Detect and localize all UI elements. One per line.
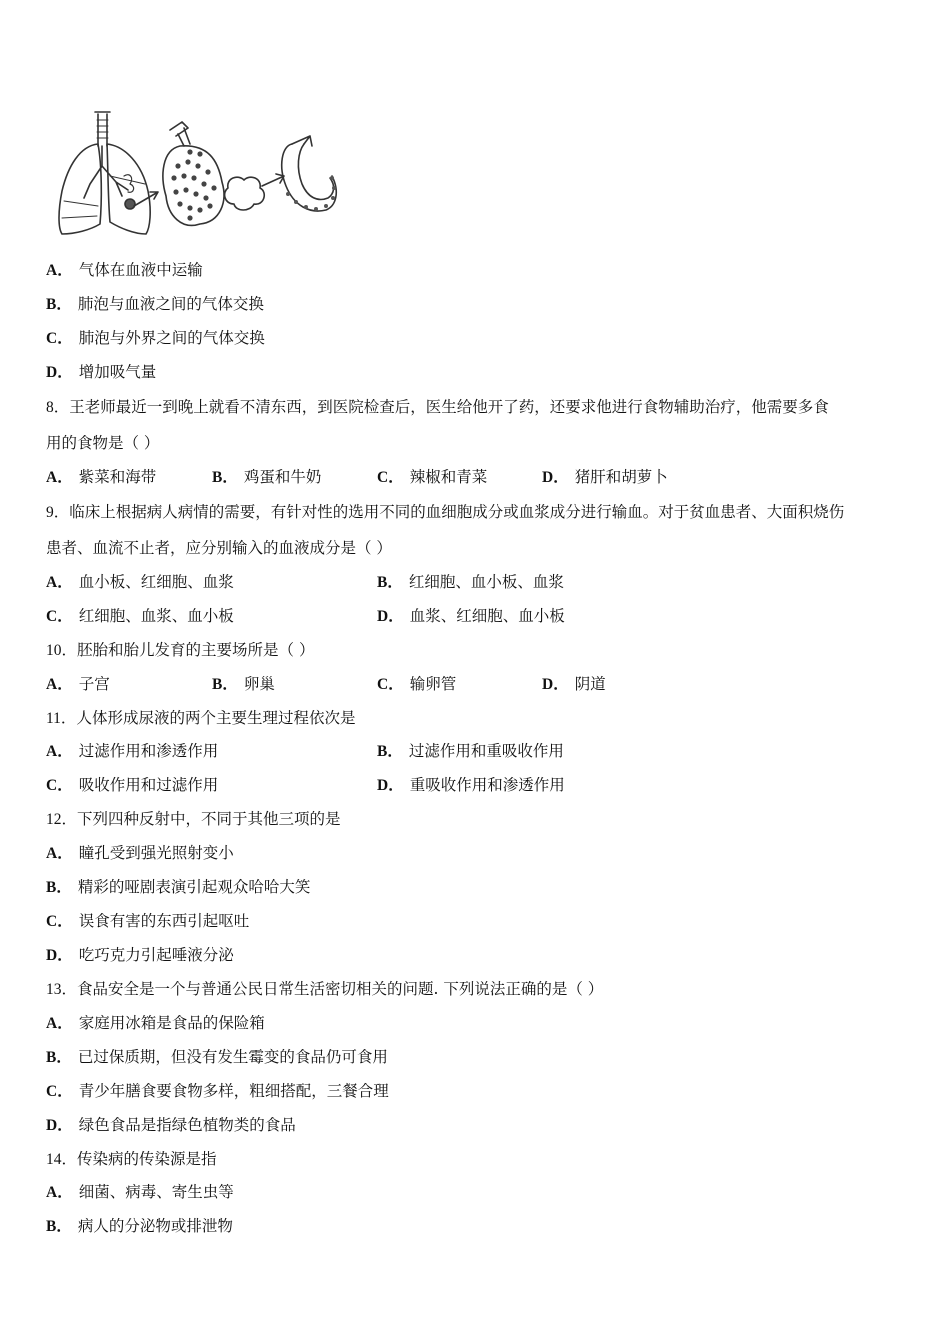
q8-stem-line2: 用的食物是（ ） (46, 434, 160, 452)
option-text: 血浆、红细胞、血小板 (409, 607, 565, 625)
option-text: 精彩的哑剧表演引起观众哈哈大笑 (77, 878, 311, 896)
question-number: 10． (46, 642, 78, 659)
q12-stem (46, 809, 341, 830)
q7-option-c (46, 328, 265, 349)
q10-option-d (542, 674, 606, 695)
option-label: C． (377, 676, 404, 693)
option-text: 误食有害的东西引起呕吐 (78, 912, 250, 930)
option-label: B． (46, 879, 72, 896)
option-text: 气体在血液中运输 (78, 261, 203, 279)
q12-option-a (46, 843, 234, 864)
option-text: 辣椒和青菜 (409, 468, 488, 486)
option-label: D． (542, 676, 569, 693)
q7-option-b (46, 294, 264, 315)
respiratory-figure (50, 106, 342, 242)
option-label: B． (46, 1218, 72, 1235)
q8-option-b (212, 467, 321, 488)
option-text: 过滤作用和重吸收作用 (408, 742, 564, 760)
option-text: 吸收作用和过滤作用 (78, 776, 219, 794)
q9-stem-line2: 患者、血流不止者，应分别输入的血液成分是（ ） (46, 539, 392, 557)
q12-option-b (46, 877, 310, 898)
question-number: 8． (46, 399, 70, 416)
option-label: D． (377, 608, 404, 625)
option-text: 病人的分泌物或排泄物 (77, 1217, 233, 1235)
option-label: A． (46, 743, 73, 760)
option-text: 鸡蛋和牛奶 (243, 468, 322, 486)
question-number: 11． (46, 710, 77, 727)
option-label: B． (46, 296, 72, 313)
option-label: C． (377, 469, 404, 486)
q9-option-b (377, 572, 564, 593)
option-label: A． (46, 676, 73, 693)
option-text: 已过保质期，但没有发生霉变的食品仍可食用 (77, 1048, 388, 1066)
option-label: A． (46, 845, 73, 862)
option-label: D． (46, 364, 73, 381)
q11-option-d (377, 775, 565, 796)
option-text: 青少年膳食要食物多样，粗细搭配，三餐合理 (78, 1082, 389, 1100)
q9-stem-line1 (46, 502, 844, 523)
question-number: 12． (46, 811, 78, 828)
question-text: 传染病的传染源是指 (77, 1150, 217, 1168)
option-label: A． (46, 574, 73, 591)
option-label: C． (46, 913, 73, 930)
q14-option-a (46, 1182, 234, 1203)
q10-option-b (212, 674, 275, 695)
option-label: A． (46, 262, 73, 279)
option-text: 卵巢 (243, 675, 275, 693)
option-text: 肺泡与外界之间的气体交换 (78, 329, 265, 347)
q14-stem (46, 1149, 217, 1170)
option-label: B． (377, 574, 403, 591)
option-label: C． (46, 777, 73, 794)
option-text: 阴道 (574, 675, 606, 693)
q8-stem-line1 (46, 397, 829, 418)
question-text: 胚胎和胎儿发育的主要场所是（ ） (77, 641, 315, 659)
option-label: A． (46, 1184, 73, 1201)
q12-option-c (46, 911, 249, 932)
option-text: 猪肝和胡萝卜 (574, 468, 668, 486)
q13-stem (46, 979, 603, 1000)
option-text: 过滤作用和渗透作用 (78, 742, 219, 760)
option-text: 红细胞、血小板、血浆 (408, 573, 564, 591)
option-label: C． (46, 1083, 73, 1100)
option-label: C． (46, 608, 73, 625)
q9-option-c (46, 606, 234, 627)
option-text: 重吸收作用和渗透作用 (409, 776, 565, 794)
q14-option-b (46, 1216, 233, 1237)
q13-option-c (46, 1081, 389, 1102)
q12-option-d (46, 945, 234, 966)
q13-option-d (46, 1115, 296, 1136)
option-label: D． (542, 469, 569, 486)
option-text: 血小板、红细胞、血浆 (78, 573, 234, 591)
q11-stem (46, 708, 355, 729)
q7-option-a (46, 260, 203, 281)
question-text: 王老师最近一到晚上就看不清东西，到医院检查后，医生给他开了药，还要求他进行食物辅助治疗，他需要多食 (69, 398, 829, 416)
q7-option-d (46, 362, 156, 383)
option-text: 肺泡与血液之间的气体交换 (77, 295, 264, 313)
q11-option-b (377, 741, 564, 762)
option-label: B． (212, 469, 238, 486)
q11-option-c (46, 775, 218, 796)
option-text: 细菌、病毒、寄生虫等 (78, 1183, 234, 1201)
q9-option-a (46, 572, 234, 593)
option-text: 红细胞、血浆、血小板 (78, 607, 234, 625)
option-label: B． (377, 743, 403, 760)
question-number: 13． (46, 981, 78, 998)
q8-option-c (377, 467, 487, 488)
question-number: 9． (46, 504, 70, 521)
question-text: 下列四种反射中，不同于其他三项的是 (77, 810, 341, 828)
q11-option-a (46, 741, 218, 762)
option-label: D． (46, 947, 73, 964)
question-text: 临床上根据病人病情的需要，有针对性的选用不同的血细胞成分或血浆成分进行输血。对于贫血患者、大面积烧伤 (69, 503, 845, 521)
option-label: D． (377, 777, 404, 794)
option-label: B． (46, 1049, 72, 1066)
option-text: 家庭用冰箱是食品的保险箱 (78, 1014, 265, 1032)
question-text: 食品安全是一个与普通公民日常生活密切相关的问题. 下列说法正确的是（ ） (77, 980, 604, 998)
option-text: 增加吸气量 (78, 363, 157, 381)
q13-option-a (46, 1013, 265, 1034)
q10-option-a (46, 674, 110, 695)
option-text: 吃巧克力引起唾液分泌 (78, 946, 234, 964)
option-text: 输卵管 (409, 675, 457, 693)
q9-option-d (377, 606, 565, 627)
q8-option-a (46, 467, 156, 488)
option-text: 子宫 (78, 675, 110, 693)
q10-stem (46, 640, 314, 661)
option-text: 瞳孔受到强光照射变小 (78, 844, 234, 862)
option-text: 绿色食品是指绿色植物类的食品 (78, 1116, 296, 1134)
option-label: A． (46, 1015, 73, 1032)
option-label: C． (46, 330, 73, 347)
option-label: A． (46, 469, 73, 486)
option-label: B． (212, 676, 238, 693)
q10-option-c (377, 674, 456, 695)
question-number: 14． (46, 1151, 78, 1168)
question-text: 人体形成尿液的两个主要生理过程依次是 (76, 709, 356, 727)
option-text: 紫菜和海带 (78, 468, 157, 486)
q8-option-d (542, 467, 668, 488)
q13-option-b (46, 1047, 388, 1068)
option-label: D． (46, 1117, 73, 1134)
